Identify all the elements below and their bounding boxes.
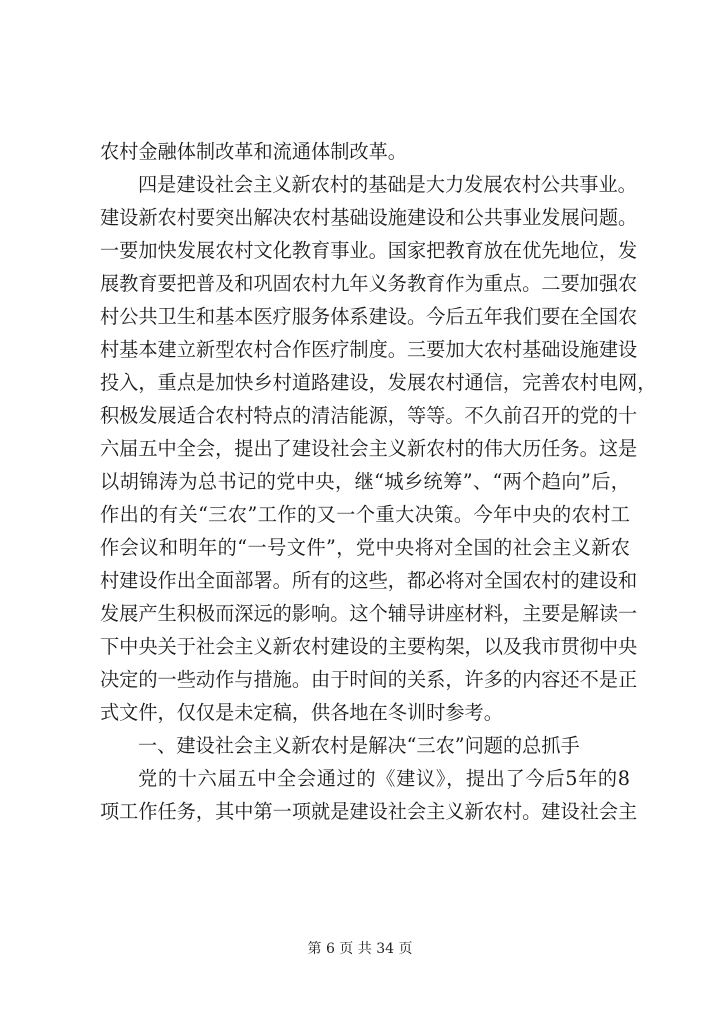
- text-line: 式文件，仅仅是未定稿，供各地在冬训时参考。: [100, 701, 503, 724]
- section-heading: 一、建设社会主义新农村是解决“三农”问题的总抓手: [138, 734, 580, 757]
- text-line: 发展产生积极而深远的影响。这个辅导讲座材料，主要是解读一: [100, 602, 638, 625]
- text-line: 一要加快发展农村文化教育事业。国家把教育放在优先地位，发: [100, 239, 638, 262]
- text-line: 投入，重点是加快乡村道路建设，发展农村通信，完善农村电网，: [100, 371, 657, 394]
- text-line: 积极发展适合农村特点的清洁能源，等等。不久前召开的党的十: [100, 404, 638, 427]
- body-text: [100, 135, 657, 828]
- text-line: 决定的一些动作与措施。由于时间的关系，许多的内容还不是正: [100, 668, 638, 691]
- paragraph-start-line: 党的十六届五中全会通过的《建议》，提出了今后5年的8: [138, 767, 630, 790]
- text-line: 六届五中全会，提出了建设社会主义新农村的伟大历任务。这是: [100, 437, 638, 460]
- page-footer: [0, 940, 720, 958]
- text-line: 作会议和明年的“一号文件”，党中央将对全国的社会主义新农: [100, 536, 630, 559]
- text-line: 项工作任务，其中第一项就是建设社会主义新农村。建设社会主: [100, 800, 638, 823]
- text-line: 展教育要把普及和巩固农村九年义务教育作为重点。二要加强农: [100, 272, 638, 295]
- paragraph-start-line: 四是建设社会主义新农村的基础是大力发展农村公共事业。: [138, 173, 637, 196]
- text-line: 建设新农村要突出解决农村基础设施建设和公共事业发展问题。: [100, 206, 638, 229]
- text-line: 村基本建立新型农村合作医疗制度。三要加大农村基础设施建设: [100, 338, 638, 361]
- text-line: 村建设作出全面部署。所有的这些，都必将对全国农村的建设和: [100, 569, 638, 592]
- text-line: 农村金融体制改革和流通体制改革。: [100, 140, 407, 163]
- text-line: 下中央关于社会主义新农村建设的主要构架，以及我市贯彻中央: [100, 635, 638, 658]
- text-line: 作出的有关“三农”工作的又一个重大决策。今年中央的农村工: [100, 503, 630, 526]
- text-line: 村公共卫生和基本医疗服务体系建设。今后五年我们要在全国农: [100, 305, 638, 328]
- page-number: 第 6 页 共 34 页: [307, 941, 413, 957]
- text-line: 以胡锦涛为总书记的党中央，继“城乡统筹”、“两个趋向”后，: [100, 470, 630, 493]
